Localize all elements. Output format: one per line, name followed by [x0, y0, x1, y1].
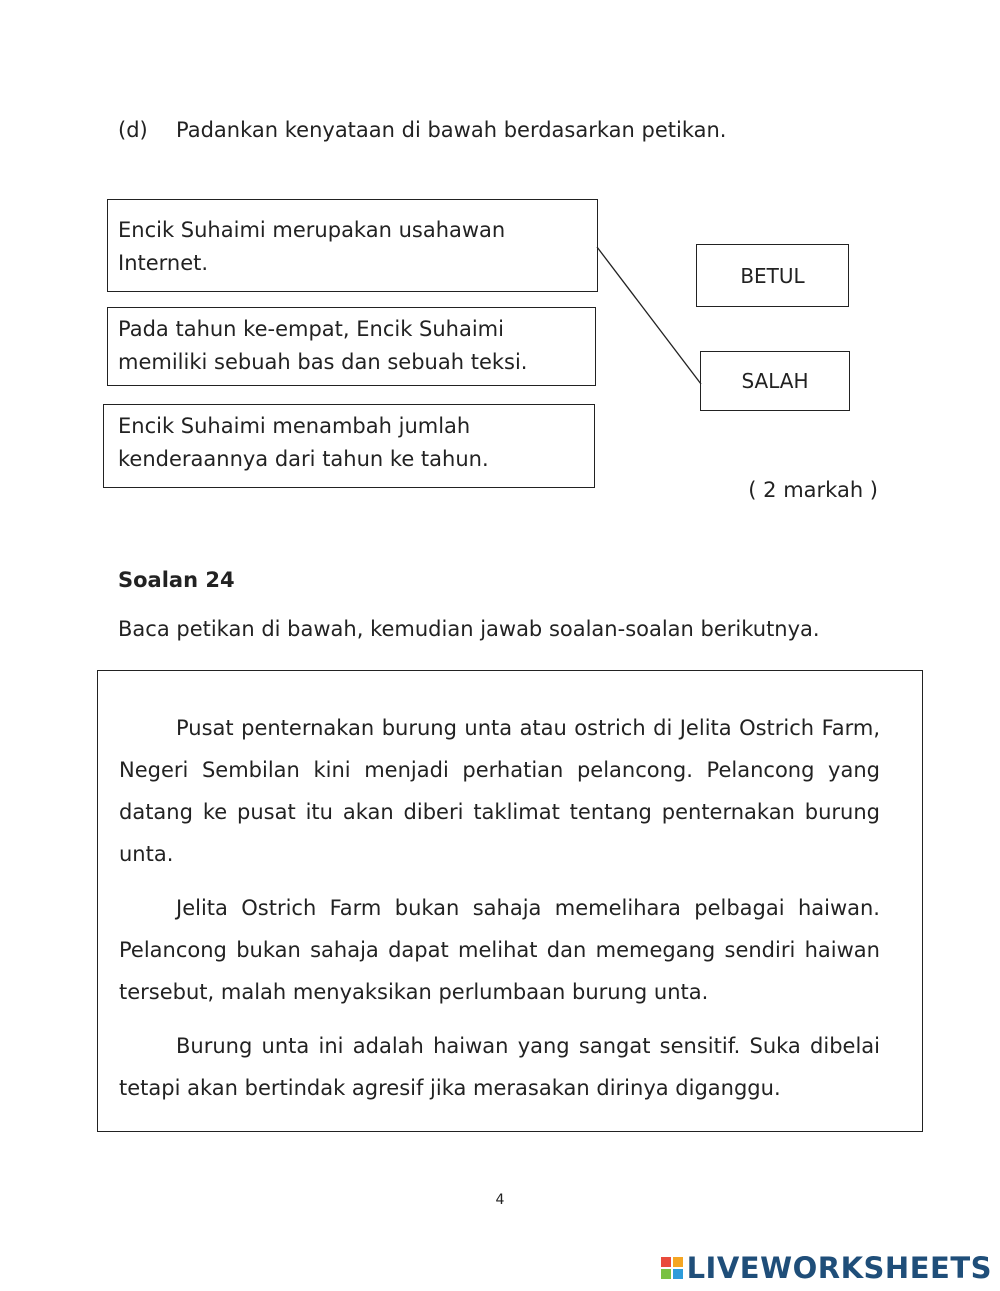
page-number: 4	[495, 1192, 505, 1208]
statement-box-3[interactable]	[103, 404, 595, 488]
passage-paragraph-2: Jelita Ostrich Farm bukan sahaja memelihara pelbagai haiwan. Pelancong bukan sahaja dapat melihat dan memegang sendiri haiwan tersebut, malah menyaksikan perlumbaan burung unta.	[119, 896, 880, 1004]
logo-blocks-icon	[661, 1257, 683, 1279]
answer-salah[interactable]: SALAH	[700, 351, 850, 411]
statement-box-1[interactable]	[107, 199, 598, 292]
passage-paragraph-1: Pusat penternakan burung unta atau ostrich di Jelita Ostrich Farm, Negeri Sembilan kini menjadi perhatian pelancong. Pelancong yang datang ke pusat itu akan diberi taklimat tentang penternakan burung unta.	[119, 716, 880, 866]
section-instruction: Baca petikan di bawah, kemudian jawab soalan-soalan berikutnya.	[118, 617, 820, 641]
statement-2-line-1: Pada tahun ke-empat, Encik Suhaimi	[118, 317, 504, 341]
liveworksheets-logo	[661, 1251, 992, 1285]
marks-label: ( 2 markah )	[748, 478, 878, 502]
question-label: (d)	[118, 118, 148, 142]
question-instruction: Padankan kenyataan di bawah berdasarkan petikan.	[176, 118, 727, 142]
statement-3-line-1: Encik Suhaimi menambah jumlah	[118, 414, 471, 438]
statement-box-2[interactable]	[107, 307, 596, 386]
passage-paragraph-3: Burung unta ini adalah haiwan yang sangat sensitif. Suka dibelai tetapi akan bertindak agresif jika merasakan dirinya diganggu.	[119, 1034, 880, 1100]
passage-box	[97, 670, 923, 1132]
section-heading: Soalan 24	[118, 568, 235, 592]
match-line-statement1-salah	[597, 247, 701, 384]
statement-2-line-2: memiliki sebuah bas dan sebuah teksi.	[118, 350, 528, 374]
statement-3-line-2: kenderaannya dari tahun ke tahun.	[118, 447, 489, 471]
statement-1-line-2: Internet.	[118, 251, 209, 275]
answer-betul[interactable]: BETUL	[696, 244, 849, 307]
logo-text: LIVEWORKSHEETS	[686, 1251, 992, 1285]
statement-1-line-1: Encik Suhaimi merupakan usahawan	[118, 218, 506, 242]
